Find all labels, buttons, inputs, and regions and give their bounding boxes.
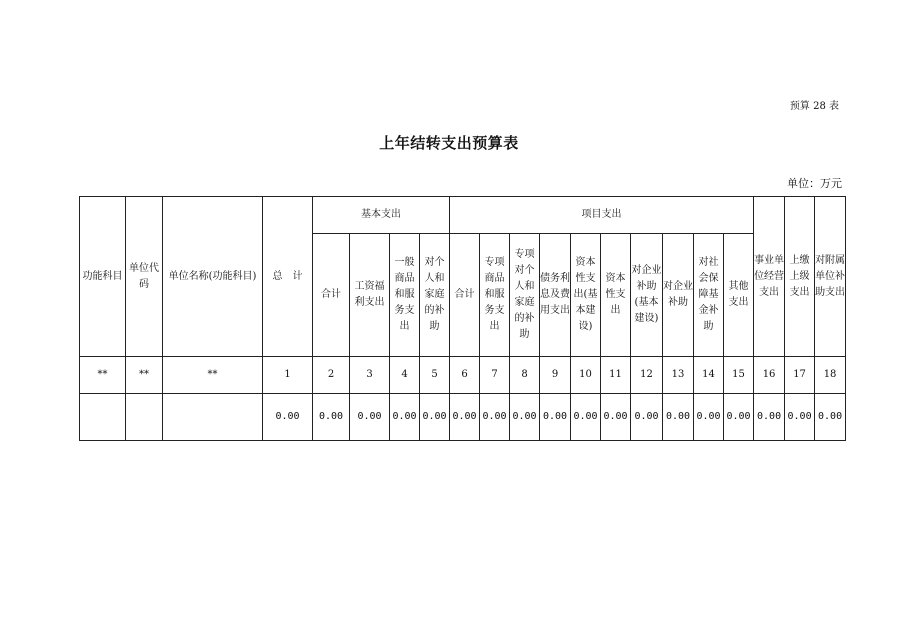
value-cell: 0.00 [694,394,724,441]
index-number: 2 [313,357,350,394]
value-cell: 0.00 [663,394,694,441]
value-cell: 0.00 [785,394,815,441]
index-number: 14 [694,357,724,394]
header-affiliated: 对附属单位补助支出 [815,197,846,357]
value-cell: 0.00 [571,394,601,441]
value-cell: 0.00 [754,394,785,441]
header-project-col: 对社会保障基金补助 [694,234,724,357]
header-business: 事业单位经营支出 [754,197,785,357]
header-project: 项目支出 [450,197,754,234]
unit-label: 单位：万元 [787,177,842,190]
header-unit-name: 单位名称(功能科目) [163,197,263,357]
value-cell: 0.00 [263,394,313,441]
index-number: 12 [631,357,663,394]
index-number: 18 [815,357,846,394]
index-number: 6 [450,357,480,394]
empty-cell [163,394,263,441]
budget-table [79,196,846,441]
empty-cell [126,394,163,441]
header-project-col: 对企业补助(基本建设) [631,234,663,357]
header-basic-col: 工资福利支出 [350,234,390,357]
index-mark: ** [80,357,126,394]
index-number: 13 [663,357,694,394]
index-number: 1 [263,357,313,394]
header-project-col: 资本性支出(基本建设) [571,234,601,357]
header-project-col: 资本性支出 [601,234,631,357]
index-mark: ** [126,357,163,394]
index-number: 4 [390,357,420,394]
value-cell: 0.00 [350,394,390,441]
header-upper: 上缴上级支出 [785,197,815,357]
empty-cell [80,394,126,441]
index-number: 16 [754,357,785,394]
value-cell: 0.00 [601,394,631,441]
value-cell: 0.00 [420,394,450,441]
value-cell: 0.00 [724,394,754,441]
value-cell: 0.00 [631,394,663,441]
index-number: 15 [724,357,754,394]
value-row [80,394,846,441]
header-project-col: 债务利息及费用支出 [540,234,571,357]
value-cell: 0.00 [480,394,510,441]
header-project-col: 专项商品和服务支出 [480,234,510,357]
header-project-col: 其他支出 [724,234,754,357]
value-cell: 0.00 [450,394,480,441]
index-number: 3 [350,357,390,394]
value-cell: 0.00 [540,394,571,441]
value-cell: 0.00 [313,394,350,441]
index-number: 8 [510,357,540,394]
index-number: 10 [571,357,601,394]
index-number: 9 [540,357,571,394]
header-row-1 [80,197,846,234]
index-mark: ** [163,357,263,394]
form-number: 预算 28 表 [789,101,839,112]
header-project-col: 对企业补助 [663,234,694,357]
index-number: 17 [785,357,815,394]
header-unit-code: 单位代码 [126,197,163,357]
page-title: 上年结转支出预算表 [379,134,519,152]
header-total: 总 计 [263,197,313,357]
header-basic-col: 对个人和家庭的补助 [420,234,450,357]
header-project-col: 专项对个人和家庭的补助 [510,234,540,357]
header-basic-col: 一般商品和服务支出 [390,234,420,357]
header-project-col: 合计 [450,234,480,357]
index-row [80,357,846,394]
header-basic-col: 合计 [313,234,350,357]
index-number: 5 [420,357,450,394]
value-cell: 0.00 [390,394,420,441]
value-cell: 0.00 [815,394,846,441]
header-basic: 基本支出 [313,197,450,234]
value-cell: 0.00 [510,394,540,441]
index-number: 11 [601,357,631,394]
index-number: 7 [480,357,510,394]
header-func-subject: 功能科目 [80,197,126,357]
